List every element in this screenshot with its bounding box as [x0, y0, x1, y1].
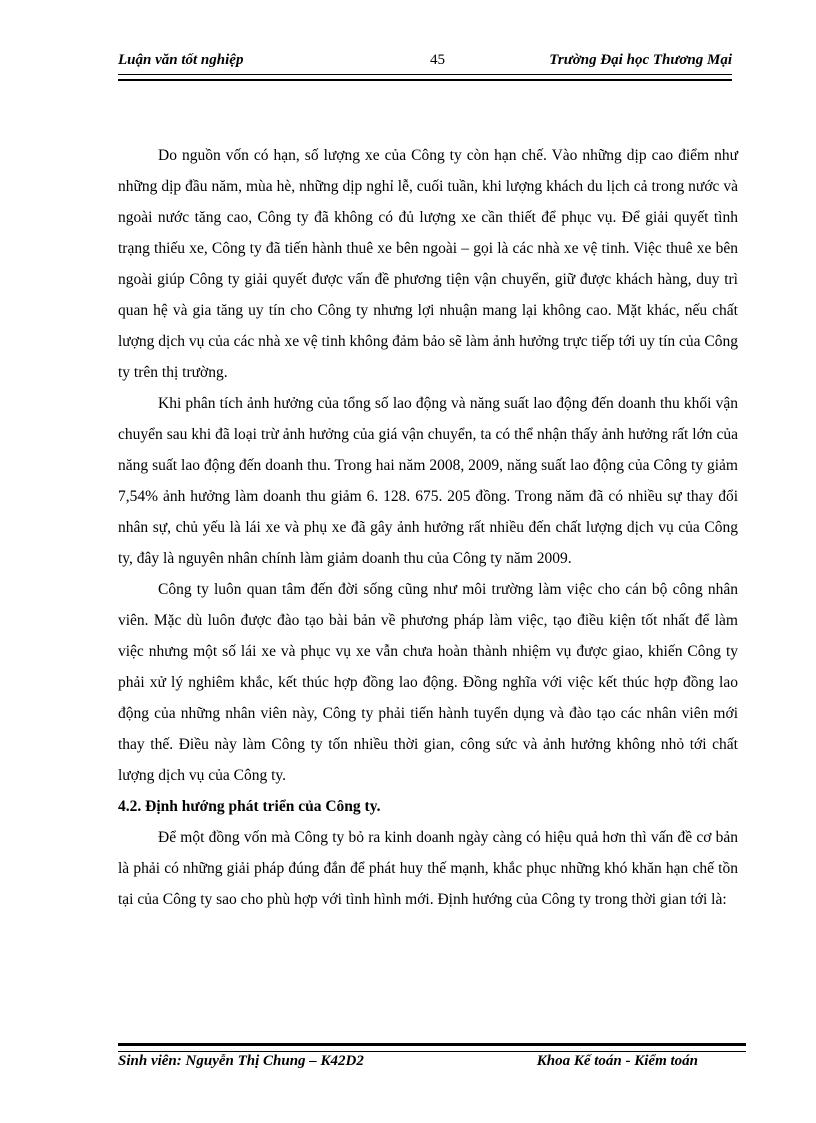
section-heading: 4.2. Định hướng phát triển của Công ty. — [118, 798, 381, 815]
footer-rule — [118, 1043, 746, 1052]
paragraph-development-direction: Để một đồng vốn mà Công ty bỏ ra kinh doanh ngày càng có hiệu quả hơn thì vấn đề cơ bản là phải có những giải pháp đúng đắn để phát huy thế mạnh, khắc phục những khó khăn hạn chế tồn tại của Công ty sao cho phù hợp với tình hình mới. Định hướng của Công ty trong thời gian tới là: — [118, 829, 738, 908]
paragraph-staff-training: Công ty luôn quan tâm đến đời sống cũng như môi trường làm việc cho cán bộ công nhân viên. Mặc dù luôn được đào tạo bài bản về phương pháp làm việc, tạo điều kiện tốt nhất để làm việc nhưng một số lái xe và phục vụ xe vẫn chưa hoàn thành nhiệm vụ được giao, khiến Công ty phải xử lý nghiêm khắc, kết thúc hợp đồng lao động. Đồng nghĩa với việc kết thúc hợp đồng lao động của những nhân viên này, Công ty phải tiến hành tuyển dụng và đào tạo các nhân viên mới thay thế. Điều này làm Công ty tốn nhiều thời gian, công sức và ảnh hưởng không nhỏ tới chất lượng dịch vụ của Công ty. — [118, 581, 738, 784]
page-header — [118, 52, 732, 74]
page-footer — [118, 1053, 698, 1075]
page-body — [118, 140, 738, 915]
footer-department: Khoa Kế toán - Kiểm toán — [536, 1053, 698, 1069]
header-thesis-title: Luận văn tốt nghiệp — [118, 52, 244, 68]
footer-student: Sinh viên: Nguyễn Thị Chung – K42D2 — [118, 1053, 364, 1069]
page-number: 45 — [430, 52, 445, 68]
paragraph-vehicle-shortage: Do nguồn vốn có hạn, số lượng xe của Công ty còn hạn chế. Vào những dịp cao điểm như những dịp đầu năm, mùa hè, những dịp nghỉ lễ, cuối tuần, khi lượng khách du lịch cả trong nước và ngoài nước tăng cao, Công ty đã không có đủ lượng xe cần thiết để phục vụ. Để giải quyết tình trạng thiếu xe, Công ty đã tiến hành thuê xe bên ngoài – gọi là các nhà xe vệ tinh. Việc thuê xe bên ngoài giúp Công ty giải quyết được vấn đề phương tiện vận chuyển, giữ được khách hàng, duy trì quan hệ và gia tăng uy tín cho Công ty nhưng lợi nhuận mang lại không cao. Mặt khác, nếu chất lượng dịch vụ của các nhà xe vệ tinh không đảm bảo sẽ làm ảnh hưởng trực tiếp tới uy tín của Công ty trên thị trường. — [118, 147, 738, 381]
header-rule — [118, 74, 732, 81]
header-university: Trường Đại học Thương Mại — [549, 52, 732, 68]
paragraph-labor-productivity: Khi phân tích ảnh hưởng của tổng số lao động và năng suất lao động đến doanh thu khối vận chuyển sau khi đã loại trừ ảnh hưởng của giá vận chuyển, ta có thể nhận thấy ảnh hưởng rất lớn của năng suất lao động đến doanh thu. Trong hai năm 2008, 2009, năng suất lao động của Công ty giảm 7,54% ảnh hưởng làm doanh thu giảm 6. 128. 675. 205 đồng. Trong năm đã có nhiều sự thay đổi nhân sự, chủ yếu là lái xe và phụ xe đã gây ảnh hưởng rất nhiều đến chất lượng dịch vụ của Công ty, đây là nguyên nhân chính làm giảm doanh thu của Công ty năm 2009. — [118, 395, 738, 567]
